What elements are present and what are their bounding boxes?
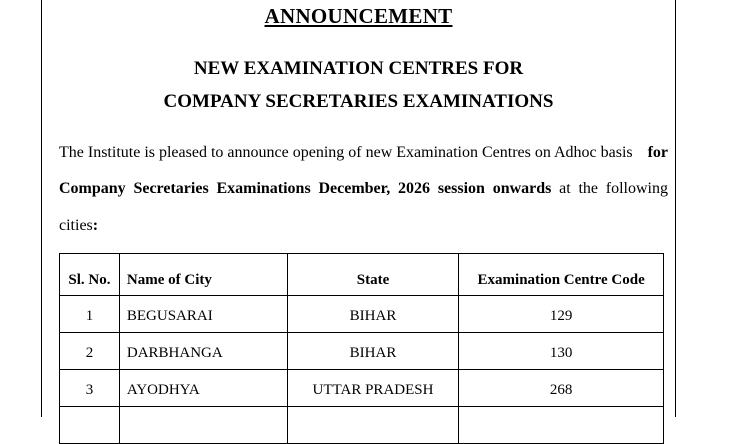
announcement-heading: ANNOUNCEMENT xyxy=(264,4,453,28)
subheading-line-2: COMPANY SECRETARIES EXAMINATIONS xyxy=(163,91,554,112)
table-row xyxy=(60,407,664,444)
table-row xyxy=(60,333,664,370)
table-row xyxy=(60,370,664,407)
paragraph-word: onwards xyxy=(492,180,552,197)
subheading-line-1: NEW EXAMINATION CENTRES FOR xyxy=(193,58,524,79)
paragraph-bold-text: for xyxy=(647,144,668,161)
paragraph-word: Examinations xyxy=(216,180,311,197)
centres-table xyxy=(59,253,664,444)
cell-sl-no: 1 xyxy=(60,296,120,333)
document-page xyxy=(41,0,676,417)
cell-sl-no xyxy=(60,407,120,444)
cell-city xyxy=(119,407,287,444)
cell-centre-code: 129 xyxy=(459,296,664,333)
cell-centre-code: 268 xyxy=(459,370,664,407)
paragraph-text: cities xyxy=(59,217,93,234)
paragraph-word: 2026 xyxy=(398,180,431,197)
paragraph-word: the xyxy=(578,180,599,197)
paragraph-line-1 xyxy=(59,143,668,163)
table-row xyxy=(60,296,664,333)
paragraph-word: following xyxy=(605,180,668,197)
header-state: State xyxy=(287,254,459,296)
paragraph-bold-text: : xyxy=(92,217,99,234)
paragraph-word: Secretaries xyxy=(133,180,209,197)
cell-sl-no: 3 xyxy=(60,370,120,407)
cell-state xyxy=(287,407,459,444)
cell-city: DARBHANGA xyxy=(119,333,287,370)
header-city: Name of City xyxy=(119,254,287,296)
cell-centre-code xyxy=(459,407,664,444)
paragraph-word: Company xyxy=(59,180,126,197)
cell-sl-no: 2 xyxy=(60,333,120,370)
cell-state: BIHAR xyxy=(287,333,459,370)
paragraph-word: session xyxy=(437,180,485,197)
cell-state: BIHAR xyxy=(287,296,459,333)
header-sl-no: Sl. No. xyxy=(60,254,120,296)
paragraph-text: The Institute is pleased to announce opening of new Examination Centres on Adhoc basis xyxy=(59,144,633,161)
paragraph-line-3 xyxy=(59,216,668,236)
table-header-row xyxy=(60,254,664,296)
header-centre-code: Examination Centre Code xyxy=(459,254,664,296)
paragraph-word: December, xyxy=(318,180,391,197)
cell-centre-code: 130 xyxy=(459,333,664,370)
cell-state: UTTAR PRADESH xyxy=(287,370,459,407)
cell-city: AYODHYA xyxy=(119,370,287,407)
cell-city: BEGUSARAI xyxy=(119,296,287,333)
paragraph-line-2 xyxy=(59,179,668,199)
paragraph-word: at xyxy=(559,180,571,197)
